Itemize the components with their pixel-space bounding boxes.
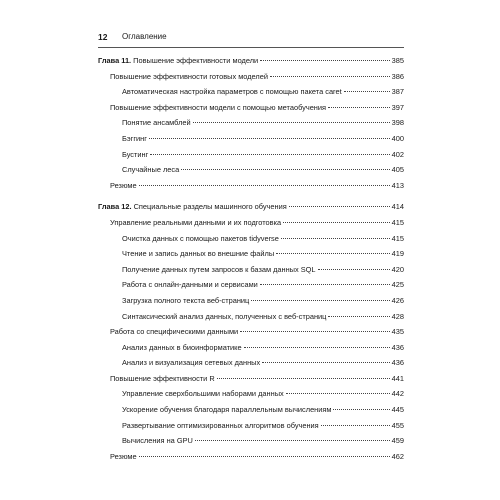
- toc-entry-text: Анализ и визуализация сетевых данных: [122, 358, 261, 368]
- toc-leader-dots: [139, 456, 390, 457]
- toc-page-number: 413: [391, 180, 404, 190]
- toc-entry: [98, 309, 404, 325]
- toc-entry: [98, 84, 404, 100]
- toc-entry-title: [122, 115, 191, 131]
- toc-leader-dots: [181, 169, 389, 170]
- toc-entry-text: Резюме: [110, 451, 137, 461]
- toc-leader-dots: [333, 409, 389, 410]
- toc-entry-title: [122, 293, 249, 309]
- toc-page-number: 436: [391, 342, 404, 352]
- toc-leader-dots: [150, 154, 389, 155]
- toc-page-number: 398: [391, 118, 404, 128]
- toc-entry-text: Синтаксический анализ данных, полученных с веб-страниц: [122, 311, 327, 321]
- toc-page-number: 441: [391, 373, 404, 383]
- toc-entry: [98, 418, 404, 434]
- toc-entry-title: [98, 199, 287, 215]
- toc-entry: [98, 449, 404, 465]
- toc-entry-text: Повышение эффективности модели: [131, 56, 259, 65]
- toc-leader-dots: [276, 253, 390, 254]
- toc-entry-title: [110, 324, 238, 340]
- toc-entry-title: [122, 262, 316, 278]
- toc-page-number: 414: [391, 202, 404, 212]
- toc-leader-dots: [286, 393, 390, 394]
- toc-page-number: 397: [391, 102, 404, 112]
- toc-entry-text: Повышение эффективности готовых моделей: [110, 71, 268, 81]
- toc-entry-text: Развертывание оптимизированных алгоритмов обучения: [122, 420, 319, 430]
- toc-entry: [98, 277, 404, 293]
- toc-entry-title: [110, 69, 268, 85]
- toc-entry: [98, 231, 404, 247]
- toc-entry-text: Специальные разделы машинного обучения: [131, 202, 287, 212]
- toc-entry: [98, 115, 404, 131]
- running-head-title: Оглавление: [122, 32, 167, 41]
- toc-entry-title: [122, 418, 319, 434]
- toc-page-number: 445: [391, 405, 404, 415]
- toc-leader-dots: [289, 206, 390, 207]
- toc-entry-text: Случайные леса: [122, 165, 180, 175]
- toc-entry: [98, 178, 404, 194]
- running-head: [98, 31, 404, 48]
- toc-page-number: 400: [391, 133, 404, 143]
- toc-entry: [98, 131, 404, 147]
- toc-entry-text: Бэггинг: [122, 133, 147, 143]
- toc-entry-title: [110, 215, 281, 231]
- toc-page-number: 462: [391, 451, 404, 461]
- toc-entry: [98, 293, 404, 309]
- toc-leader-dots: [240, 331, 390, 332]
- toc-leader-dots: [195, 440, 390, 441]
- toc-entry: [98, 402, 404, 418]
- toc-leader-dots: [217, 378, 390, 379]
- toc-entry-text: Очистка данных с помощью пакетов tidyverse: [122, 233, 279, 243]
- toc-leader-dots: [193, 122, 390, 123]
- toc-entry-text: Получение данных путем запросов к базам данных SQL: [122, 264, 316, 274]
- toc-entry-text: Ускорение обучения благодаря параллельным вычислениям: [122, 405, 332, 415]
- toc-entry: [98, 340, 404, 356]
- toc-page-number: 435: [391, 327, 404, 337]
- toc-page-number: 402: [391, 149, 404, 159]
- toc-entry-text: Автоматическая настройка параметров с помощью пакета caret: [122, 87, 342, 97]
- toc-leader-dots: [328, 107, 390, 108]
- toc-entry-title: [110, 100, 326, 116]
- toc-entry-title: [122, 231, 279, 247]
- toc-leader-dots: [281, 238, 390, 239]
- toc-entry-text: Чтение и запись данных во внешние файлы: [122, 249, 275, 259]
- toc-leader-dots: [244, 347, 390, 348]
- toc-entry-title: [122, 84, 342, 100]
- toc-entry-text: Повышение эффективности модели с помощью метаобучения: [110, 102, 327, 112]
- toc-page-number: 415: [391, 233, 404, 243]
- toc-entry: [98, 100, 404, 116]
- toc-entry-text: Бустинг: [122, 149, 149, 159]
- toc-page-number: 442: [391, 389, 404, 399]
- toc-leader-dots: [321, 425, 390, 426]
- toc-entry: [98, 371, 404, 387]
- toc-entry: [98, 433, 404, 449]
- toc-entry: [98, 147, 404, 163]
- toc-entry: [98, 215, 404, 231]
- toc-leader-dots: [149, 138, 390, 139]
- toc-entry-title: [122, 355, 260, 371]
- toc-entry-title: [110, 449, 137, 465]
- toc-entry-title: [122, 246, 274, 262]
- toc-leader-dots: [262, 362, 389, 363]
- toc-entry-text: Загрузка полного текста веб-страниц: [122, 295, 250, 305]
- table-of-contents: [98, 53, 404, 464]
- toc-page-number: 386: [391, 71, 404, 81]
- toc-entry: [98, 69, 404, 85]
- toc-page-number: 387: [391, 87, 404, 97]
- toc-entry-text: Вычисления на GPU: [122, 436, 193, 446]
- toc-chapter-number: Глава 12.: [98, 202, 132, 212]
- toc-entry-text: Резюме: [110, 180, 137, 190]
- toc-page-number: 420: [391, 264, 404, 274]
- toc-page-number: 385: [391, 56, 404, 65]
- toc-chapter-number: Глава 11.: [98, 56, 132, 65]
- toc-entry-text: Управление реальными данными и их подготовка: [110, 217, 282, 227]
- toc-entry-title: [110, 371, 215, 387]
- toc-page-number: 419: [391, 249, 404, 259]
- toc-entry-title: [98, 53, 258, 69]
- toc-page-number: 428: [391, 311, 404, 321]
- toc-page-number: 415: [391, 217, 404, 227]
- toc-page-number: 405: [391, 165, 404, 175]
- toc-entry-title: [122, 433, 193, 449]
- toc-chapter-entry: [98, 53, 404, 69]
- toc-entry-text: Управление сверхбольшими наборами данных: [122, 389, 284, 399]
- toc-entry: [98, 246, 404, 262]
- toc-chapter-entry: [98, 199, 404, 215]
- toc-page-number: 436: [391, 358, 404, 368]
- toc-entry-title: [122, 309, 326, 325]
- page-number: 12: [98, 32, 108, 42]
- toc-entry-title: [122, 340, 242, 356]
- toc-page-number: 425: [391, 280, 404, 290]
- toc-leader-dots: [260, 60, 390, 61]
- toc-entry-title: [122, 147, 148, 163]
- toc-entry: [98, 324, 404, 340]
- toc-leader-dots: [283, 222, 390, 223]
- toc-leader-dots: [251, 300, 389, 301]
- toc-entry-title: [122, 277, 258, 293]
- toc-leader-dots: [318, 269, 390, 270]
- toc-entry-text: Работа с онлайн-данными и сервисами: [122, 280, 258, 290]
- toc-entry: [98, 262, 404, 278]
- toc-page-number: 426: [391, 295, 404, 305]
- toc-entry: [98, 355, 404, 371]
- toc-entry-title: [110, 178, 137, 194]
- toc-leader-dots: [344, 91, 390, 92]
- toc-entry: [98, 162, 404, 178]
- toc-entry-title: [122, 402, 331, 418]
- toc-page-number: 459: [391, 436, 404, 446]
- toc-page-number: 455: [391, 420, 404, 430]
- toc-entry: [98, 386, 404, 402]
- toc-entry-text: Работа со специфическими данными: [110, 327, 239, 337]
- toc-entry-text: Понятие ансамблей: [122, 118, 191, 128]
- toc-entry-title: [122, 386, 284, 402]
- toc-entry-title: [122, 131, 147, 147]
- toc-leader-dots: [270, 76, 390, 77]
- toc-leader-dots: [260, 284, 390, 285]
- toc-entry-text: Повышение эффективности R: [110, 373, 215, 383]
- toc-entry-text: Анализ данных в биоинформатике: [122, 342, 242, 352]
- toc-leader-dots: [328, 316, 389, 317]
- toc-leader-dots: [139, 185, 390, 186]
- toc-entry-title: [122, 162, 179, 178]
